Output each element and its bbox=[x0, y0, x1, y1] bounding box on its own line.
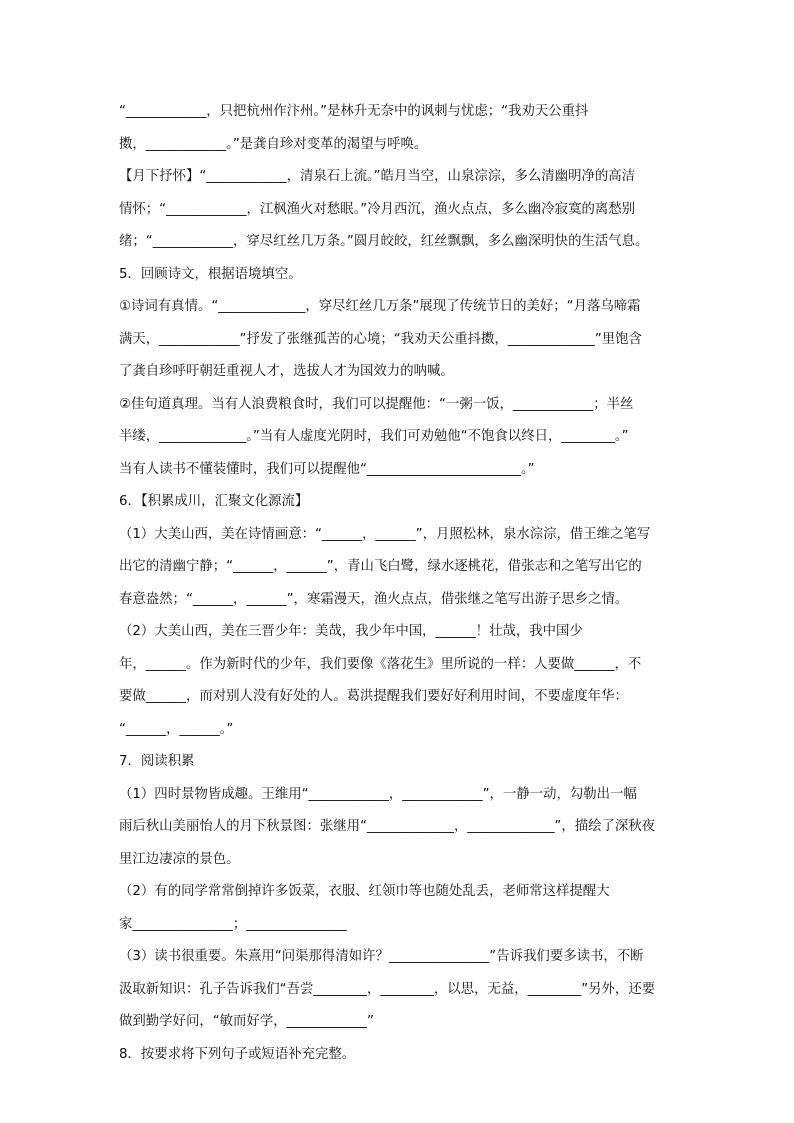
document-page bbox=[119, 96, 679, 1071]
text-line: 年，______。作为新时代的少年，我们要像《落花生》里所说的一样：人要做______，不 bbox=[119, 656, 642, 672]
text-line: 半缕，_____________。”当有人虚度光阴时，我们可劝勉他“不饱食以终日，________。” bbox=[119, 429, 629, 444]
text-line: 里江边凄凉的景色。 bbox=[119, 851, 240, 867]
text-line: 擞，____________。”是龚自珍对变革的渴望与呼唤。 bbox=[119, 136, 428, 152]
text-line: （2）有的同学常常倒掉许多饭菜，衣服、红领巾等也随处乱丢，老师常这样提醒大 bbox=[119, 884, 610, 899]
text-line: ①诗词有真情。“_____________，穿尽红丝几万条”展现了传统节日的美好；“月落乌啼霜 bbox=[119, 299, 641, 314]
text-line: 绪；“____________，穿尽红丝几万条。”圆月皎皎，红丝飘飘，多么幽深明快的生活气息。 bbox=[119, 234, 649, 249]
text-line: （3）读书很重要。朱熹用“问渠那得清如许？_______________”告诉我们要多读书，不断 bbox=[119, 949, 644, 964]
question-heading: 7．阅读积累 bbox=[119, 754, 195, 769]
text-line: 了龚自珍呼吁朝廷重视人才，选拔人才为国效力的呐喊。 bbox=[119, 364, 454, 379]
text-line: 当有人读书不懂装懂时，我们可以提醒他“_______________________。” bbox=[119, 461, 535, 477]
text-line: （2）大美山西，美在三晋少年：美哉，我少年中国，______！壮哉，我中国少 bbox=[119, 624, 583, 639]
text-line: 情怀；“____________，江枫渔火对愁眠。”冷月西沉，渔火点点，多么幽冷寂寞的离愁别 bbox=[119, 201, 636, 217]
text-line: 汲取新知识：孔子告诉我们“吾尝________，________，以思，无益，________”另外，还要 bbox=[119, 981, 656, 997]
text-line: 出它的清幽宁静；“______，______”，青山飞白鹭，绿水逐桃花，借张志和之笔写出它的 bbox=[119, 559, 642, 574]
text-line: 做到勤学好问，“敏而好学，____________” bbox=[119, 1014, 374, 1029]
text-line: （1）大美山西，美在诗情画意：“______，______”，月照松林，泉水淙淙，借王维之笔写 bbox=[119, 526, 651, 542]
text-line: 雨后秋山美丽怡人的月下秋景图：张继用“_____________，_____________”，描绘了深秋夜 bbox=[119, 819, 656, 834]
text-line: 【月下抒怀】“____________，清泉石上流。”皓月当空，山泉淙淙，多么清幽明净的高洁 bbox=[119, 169, 636, 184]
text-line: “____________，只把杭州作汴州。”是林升无奈中的讽刺与忧虑；“我劝天公重抖 bbox=[119, 104, 589, 119]
text-line: 要做______，而对别人没有好处的人。葛洪提醒我们要好好利用时间，不要虚度年华： bbox=[119, 689, 628, 704]
question-heading: 5．回顾诗文，根据语境填空。 bbox=[119, 266, 302, 282]
text-line: “______，______。” bbox=[119, 721, 234, 737]
question-heading: 8．按要求将下列句子或短语补充完整。 bbox=[119, 1046, 356, 1062]
text-line: 家_______________；_______________ bbox=[119, 916, 347, 932]
text-line: （1）四时景物皆成趣。王维用“____________，____________”，一静一动，勾勒出一幅 bbox=[119, 786, 637, 802]
text-line: 满天，____________”抒发了张继孤苦的心境；“我劝天公重抖擞，_____________”里饱含 bbox=[119, 331, 642, 347]
text-line: ②佳句道真理。当有人浪费粮食时，我们可以提醒他：“一粥一饭，____________；半丝 bbox=[119, 396, 634, 412]
text-line: 春意盎然；“______，______”，寒霜漫天，渔火点点，借张继之笔写出游子思乡之情。 bbox=[119, 591, 629, 607]
question-heading: 6．【积累成川，汇聚文化源流】 bbox=[119, 494, 309, 509]
